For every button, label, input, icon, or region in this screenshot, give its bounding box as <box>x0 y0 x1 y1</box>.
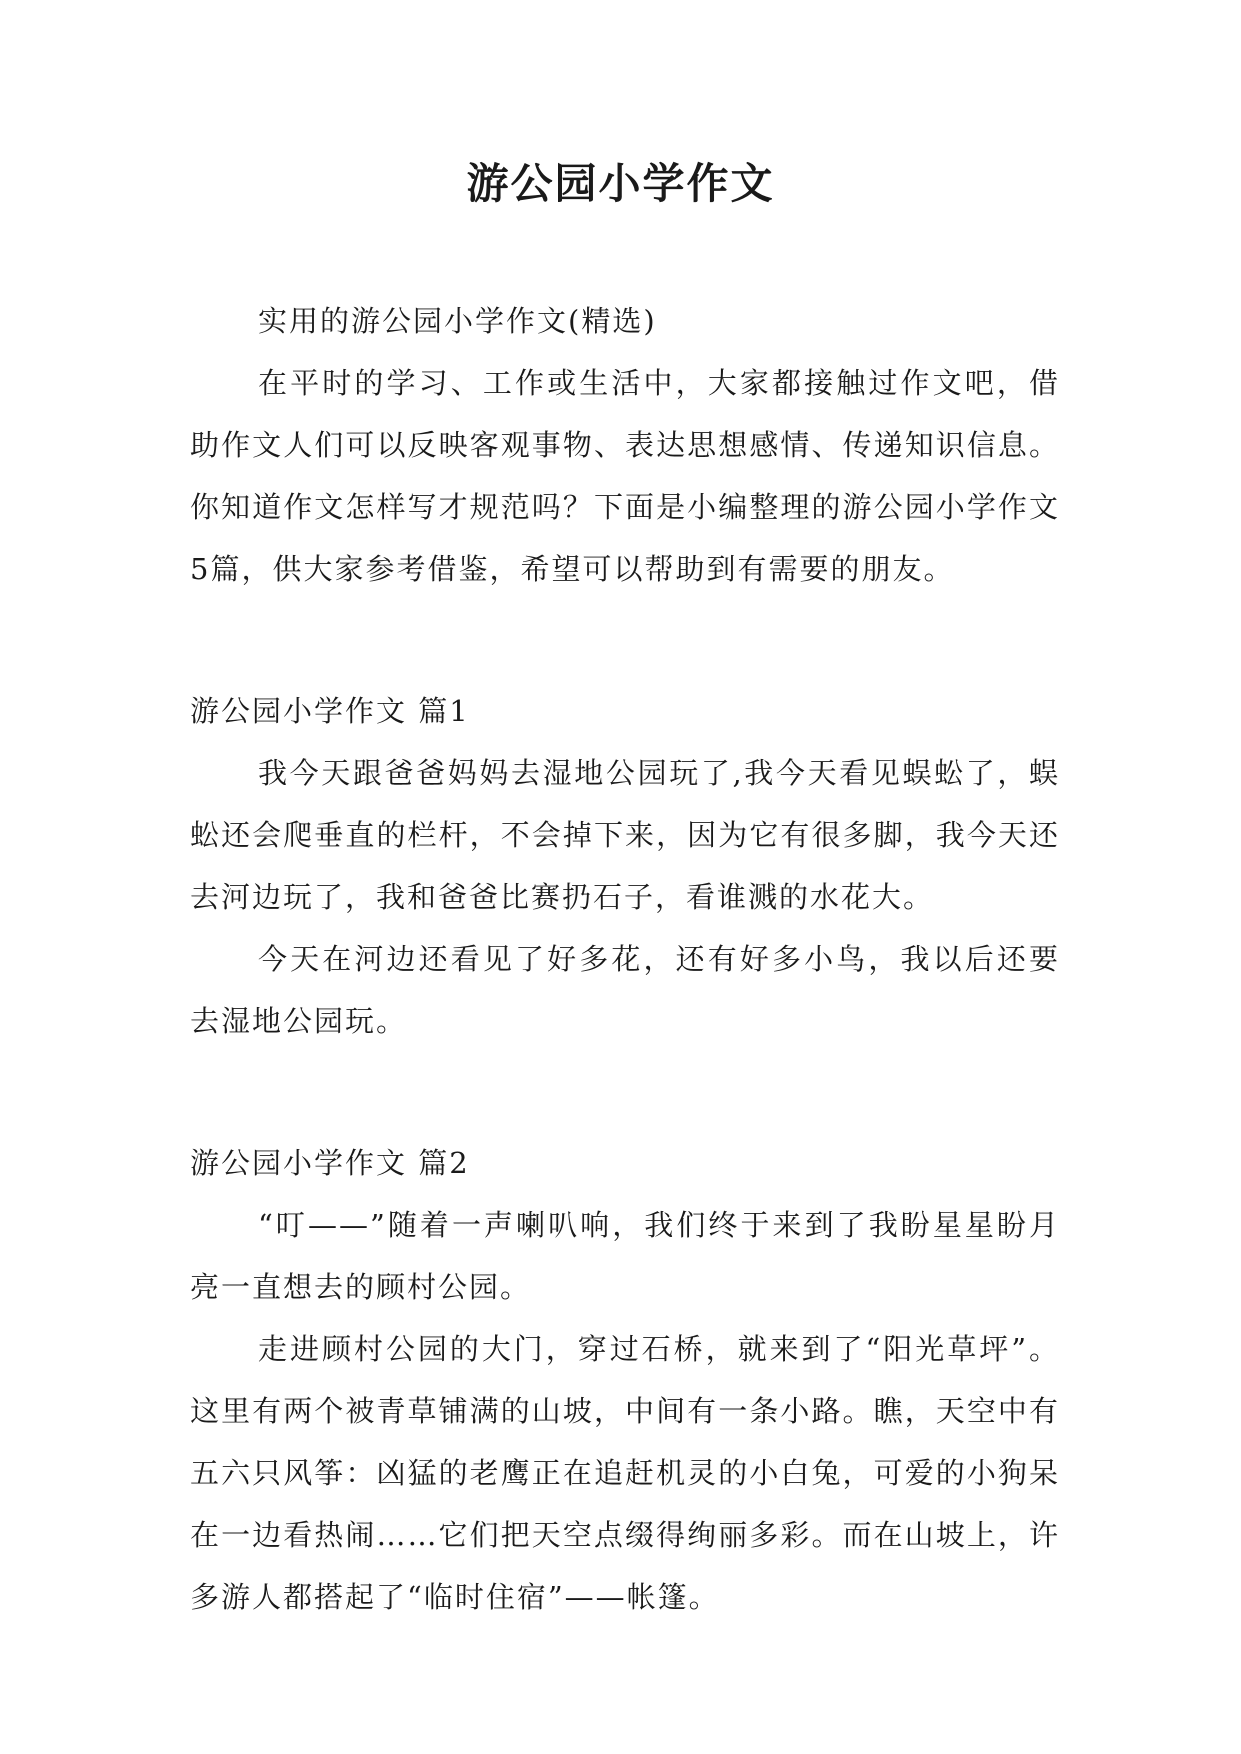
document-title: 游公园小学作文 <box>466 159 775 208</box>
essay-2-heading: 游公园小学作文 篇2 <box>190 1146 470 1180</box>
section-spacer <box>190 600 1060 680</box>
intro-subtitle: 实用的游公园小学作文(精选) <box>258 304 657 338</box>
intro-paragraph: 在平时的学习、工作或生活中，大家都接触过作文吧，借助作文人们可以反映客观事物、表达思想感情、传递知识信息。你知道作文怎样写才规范吗？下面是小编整理的游公园小学作文5篇，供大家参考借鉴，希望可以帮助到有需要的朋友。 <box>190 366 1060 586</box>
essay-1-paragraph: 今天在河边还看见了好多花，还有好多小鸟，我以后还要去湿地公园玩。 <box>190 942 1060 1038</box>
essay-2-paragraph: 走进顾村公园的大门，穿过石桥，就来到了“阳光草坪”。这里有两个被青草铺满的山坡，中间有一条小路。瞧，天空中有五六只风筝：凶猛的老鹰正在追赶机灵的小白兔，可爱的小狗呆在一边看热闹……它们把天空点缀得绚丽多彩。而在山坡上，许多游人都搭起了“临时住宿”——帐篷。 <box>190 1332 1060 1614</box>
document-body <box>190 290 1060 1628</box>
essay-2-paragraph: “叮——”随着一声喇叭响，我们终于来到了我盼星星盼月亮一直想去的顾村公园。 <box>190 1208 1060 1304</box>
section-spacer <box>190 1052 1060 1132</box>
essay-1-heading: 游公园小学作文 篇1 <box>190 694 470 728</box>
essay-1-paragraph: 我今天跟爸爸妈妈去湿地公园玩了,我今天看见蜈蚣了，蜈蚣还会爬垂直的栏杆，不会掉下来，因为它有很多脚，我今天还去河边玩了，我和爸爸比赛扔石子，看谁溅的水花大。 <box>190 756 1060 914</box>
